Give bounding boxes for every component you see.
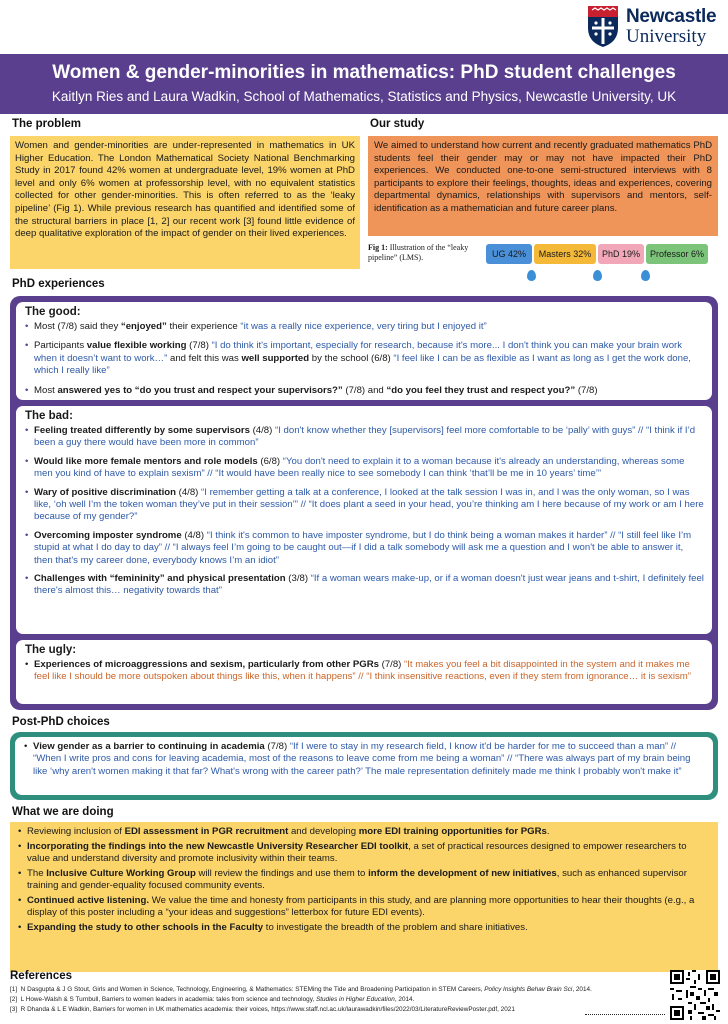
pipeline-segment-masters: Masters 32%	[534, 244, 596, 264]
university-logo	[586, 4, 722, 50]
post-phd-panel	[10, 732, 718, 800]
doing-item: • Expanding the study to other schools in the Faculty to investigate the breadth of the problem and share initiatives.	[18, 922, 710, 934]
phd-experiences-panel	[10, 296, 718, 710]
problem-box	[10, 136, 360, 269]
phd-heading: PhD experiences	[12, 278, 105, 290]
bad-card	[16, 406, 712, 634]
study-text: We aimed to understand how current and recently graduated mathematics PhD students feel their gender may or may not have impacted their PhD experiences. We conducted one-to-one semi-structured interviews with 8 participants to explore their feelings, thoughts, ideas and experiences, covering departmental dynamics, relationships with supervisors and mentors, self-identification as a mathematician and future career plans.	[374, 140, 712, 214]
bad-item: • Feeling treated differently by some supervisors (4/8) “I don't know whether they [supervisors] feel more comfortable to be ‘pally’ with guys” // “I think if I’d been a guy there would have been more in common”	[25, 425, 704, 450]
reference-item: [3] R Dhanda & L E Wadkin, Barriers for women in UK mathematics academia: their voices, https://www.staff.ncl.ac.uk/laurawadkin/files/2022/03/LiteratureReviewPoster.pdf, 2021	[10, 1006, 515, 1013]
bad-heading: The bad:	[25, 410, 73, 422]
bad-item: • Overcoming imposter syndrome (4/8) “I think it's common to have imposter syndrome, but I do think being a woman makes it harder” // “I still feel like I’m stupid at what I do day to day” // “I always feel I’m going to be caught out—if I did a talk somebody will ask me a question and I won't be able to answer it, then that's my career done, everybody knows I’m an idiot”	[25, 530, 704, 567]
good-item: • Most (7/8) said they “enjoyed” their experience “it was a really nice experience, very tiring but I enjoyed it”	[25, 321, 704, 333]
pipeline-segment-phd: PhD 19%	[598, 244, 644, 264]
ugly-heading: The ugly:	[25, 644, 77, 656]
ugly-item: • Experiences of microaggressions and sexism, particularly from other PGRs (7/8) “It makes you feel a bit disappointed in the system and it makes me feel like I should be more outspoken about things like this, when it happens” // “I think insensitive reactions, even if they stem from ignorance… it is sexism”	[25, 659, 704, 684]
doing-item: • Continued active listening. We value the time and honesty from participants in this study, and are planning more opportunities to hear their thoughts (e.g., a display of this poster including a “your ideas and suggestions” letterbox for future EDI events).	[18, 895, 710, 919]
references-list	[10, 985, 660, 1015]
good-item: • Most answered yes to “do you trust and respect your supervisors?” (7/8) and “do you feel they trust and respect you?” (7/8)	[25, 385, 704, 397]
good-item: • Participants value flexible working (7/8) “I do think it's important, especially for research, because it's more... I don't think you can make your brain work when it doesn’t want to work…” and felt this was well supported by the school (6/8) “I feel like I can be as flexible as I want as long as I get the work done, which I really like”	[25, 340, 704, 377]
figure-caption	[368, 243, 480, 263]
reference-item: [1] N Dasgupta & J G Stout, Girls and Women in Science, Technology, Engineering, & Mathematics: STEMing the Tide and Broadening Participation in STEM Careers, Policy Insights Behav Brain Sci, 2014.	[10, 986, 592, 993]
post-item: • View gender as a barrier to continuing in academia (7/8) “If I were to stay in my research field, I know it'd be harder for me to succeed than a man” // “When I write pros and cons for leaving academia, most of the reasons to leave come from me being a woman” // “There was always part of my brain being like ‘why aren't women making it that far? What's wrong with the career path?’ The male representation definitely made me think I probably won't make it”	[24, 741, 705, 778]
refs-heading: References	[10, 970, 73, 982]
good-heading: The good:	[25, 306, 81, 318]
good-card	[16, 302, 712, 400]
post-heading: Post-PhD choices	[12, 716, 110, 728]
leak-drop-icon	[527, 270, 536, 281]
bad-item: • Challenges with “femininity” and physical presentation (3/8) “If a woman wears make-up, or if a woman doesn't just wear jeans and t-shirt, I definitely feel there's almost this… negativity towards that”	[25, 573, 704, 598]
logo-line-2: University	[626, 26, 707, 47]
doing-item: • Incorporating the findings into the new Newcastle University Researcher EDI toolkit, a set of practical resources designed to empower researchers to value and understand diversity and promote inclusivity within their teams.	[18, 841, 710, 865]
crest-icon	[586, 4, 620, 48]
poster-title: Women & gender-minorities in mathematics: PhD student challenges	[52, 62, 676, 83]
bad-item: • Would like more female mentors and role models (6/8) “You don't need to explain it to a woman because it's already an understanding, whereas some men you kind of have to explain sexism” // “It would have been really nice to see somebody I can think ‘that’ll be me in 10 years’ time’”	[25, 456, 704, 481]
leak-drop-icon	[641, 270, 650, 281]
doing-item: • Reviewing inclusion of EDI assessment in PGR recruitment and developing more EDI training opportunities for PGRs.	[18, 826, 710, 838]
ugly-card	[16, 640, 712, 704]
study-heading: Our study	[370, 118, 425, 130]
logo-line-1: Newcastle	[626, 6, 717, 27]
study-box	[368, 136, 718, 236]
figure-caption-label: Fig 1:	[368, 243, 388, 252]
reference-item: [2] L Howe-Walsh & S Turnbull, Barriers to women leaders in academia: tales from science and technology, Studies in Higher Education, 2014.	[10, 996, 415, 1003]
title-banner	[0, 54, 728, 114]
figure-caption-text: Illustration of the “leaky pipeline” (LMS).	[368, 243, 469, 262]
bad-item: • Wary of positive discrimination (4/8) “I remember getting a talk at a conference, I looked at the talk session I was in, and I was the only woman, so I was like, ‘oh well I’m the token woman they’ve put in their session’” // “It does plant a seed in your head, you’re thinking am I here because of my work or am I here because of my gender?”	[25, 487, 704, 524]
pipeline-segment-ug: UG 42%	[486, 244, 532, 264]
problem-heading: The problem	[12, 118, 82, 130]
doing-heading: What we are doing	[12, 806, 114, 818]
doing-item: • The Inclusive Culture Working Group will review the findings and use them to inform the development of new initiatives, such as enhanced supervisor training and gender-equality focused community events.	[18, 868, 710, 892]
pointer-arrow	[585, 1014, 665, 1015]
poster-authors: Kaitlyn Ries and Laura Wadkin, School of Mathematics, Statistics and Physics, Newcastle University, UK	[51, 89, 677, 104]
qr-code-icon[interactable]	[670, 970, 720, 1020]
doing-box	[10, 822, 718, 972]
leak-drop-icon	[593, 270, 602, 281]
pipeline-segment-professor: Professor 6%	[646, 244, 708, 264]
problem-text: Women and gender-minorities are under-represented in mathematics in UK Higher Education. The London Mathematical Society National Benchmarking Study in 2017 found 42% women at undergraduate level, 19% women at PhD level and only 6% women at professorship level, with no equivalent statistics collected for other gender-minorities. This is often referred to as the ‘leaky pipeline’ (Fig 1). While previous research has quantified and identified some of the structural barriers in place [1, 2] our recent work [3] found little evidence of deep qualitative exploration of the impact of gender on their lived experiences.	[15, 140, 355, 240]
